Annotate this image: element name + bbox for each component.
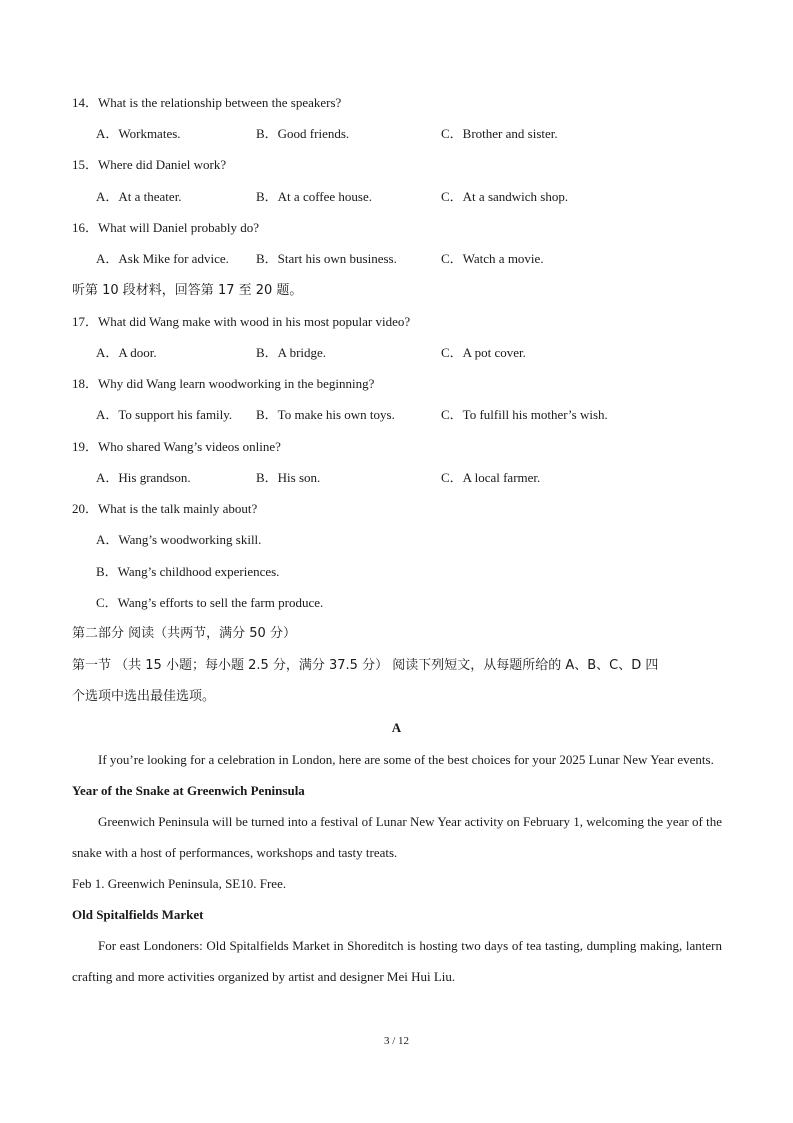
page-number: 3 / 12: [383, 1035, 410, 1047]
option-c: C．To fulfill his mother’s wish.: [441, 407, 608, 422]
passage-body: Greenwich Peninsula will be turned into a festival of Lunar New Year activity on February 1, welcoming the year of the snake with a host of performances, workshops and tasty treats.: [72, 814, 722, 860]
option-a: A．Ask Mike for advice.: [96, 251, 229, 266]
listening-instruction: 听第 10 段材料，回答第 17 至 20 题。: [72, 283, 303, 298]
option-b: B．At a coffee house.: [256, 189, 373, 204]
question-stem: Why did Wang learn woodworking in the beginning?: [98, 376, 375, 391]
option-c: C．Watch a movie.: [441, 251, 544, 266]
option-b: B．Wang’s childhood experiences.: [96, 564, 280, 579]
option-c: C．Brother and sister.: [441, 126, 558, 141]
question-stem: What is the relationship between the speakers?: [98, 95, 342, 110]
option-a: A．Wang’s woodworking skill.: [96, 532, 262, 547]
event-info: Feb 1. Greenwich Peninsula, SE10. Free.: [72, 876, 287, 891]
question-number: 18: [72, 376, 85, 391]
question-14: 14．What is the relationship between the speakers?: [72, 95, 342, 110]
passage-label: A: [391, 720, 402, 735]
question-number: 14: [72, 95, 85, 110]
passage-a: [72, 744, 722, 992]
question-stem: Who shared Wang’s videos online?: [98, 439, 281, 454]
question-stem: What did Wang make with wood in his most popular video?: [98, 314, 411, 329]
passage-intro-block: [72, 744, 722, 775]
passage-intro: If you’re looking for a celebration in London, here are some of the best choices for your 2025 Lunar New Year events.: [98, 752, 714, 767]
question-number: 20: [72, 501, 85, 516]
body2-block: [72, 930, 722, 992]
section-heading: Year of the Snake at Greenwich Peninsula: [72, 783, 305, 798]
option-c: C．A local farmer.: [441, 470, 541, 485]
option-c: C．A pot cover.: [441, 345, 526, 360]
question-stem: What is the talk mainly about?: [98, 501, 258, 516]
question-stem: Where did Daniel work?: [98, 157, 227, 172]
option-b: B．Start his own business.: [256, 251, 397, 266]
option-b: B．To make his own toys.: [256, 407, 395, 422]
section1-instruction-line2: 个选项中选出最佳选项。: [72, 689, 216, 704]
question-16: 16．What will Daniel probably do?: [72, 220, 260, 235]
question-number: 15: [72, 157, 85, 172]
part2-title: 第二部分 阅读（共两节，满分 50 分）: [72, 626, 296, 641]
question-number: 17: [72, 314, 85, 329]
question-17: 17．What did Wang make with wood in his most popular video?: [72, 314, 411, 329]
option-b: B．A bridge.: [256, 345, 327, 360]
question-stem: What will Daniel probably do?: [98, 220, 260, 235]
section-heading: Old Spitalfields Market: [72, 907, 204, 922]
question-number: 16: [72, 220, 85, 235]
option-b: B．His son.: [256, 470, 321, 485]
option-c: C．At a sandwich shop.: [441, 189, 569, 204]
option-a: A．Workmates.: [96, 126, 181, 141]
body1-block: [72, 806, 722, 868]
question-18: 18．Why did Wang learn woodworking in the beginning?: [72, 376, 375, 391]
option-b: B．Good friends.: [256, 126, 350, 141]
option-a: A．To support his family.: [96, 407, 233, 422]
question-19: 19．Who shared Wang’s videos online?: [72, 439, 281, 454]
option-a: A．His grandson.: [96, 470, 191, 485]
option-a: A．At a theater.: [96, 189, 182, 204]
option-c: C．Wang’s efforts to sell the farm produce.: [96, 595, 324, 610]
section1-instruction-line1: 第一节 （共 15 小题；每小题 2.5 分，满分 37.5 分） 阅读下列短文，从每题所给的 A、B、C、D 四: [72, 658, 659, 673]
option-a: A．A door.: [96, 345, 157, 360]
passage-body: For east Londoners: Old Spitalfields Market in Shoreditch is hosting two days of tea tasting, dumpling making, lantern crafting and more activities organized by artist and designer Mei Hui Liu.: [72, 938, 722, 984]
question-15: 15．Where did Daniel work?: [72, 157, 227, 172]
question-20: 20．What is the talk mainly about?: [72, 501, 258, 516]
question-number: 19: [72, 439, 85, 454]
